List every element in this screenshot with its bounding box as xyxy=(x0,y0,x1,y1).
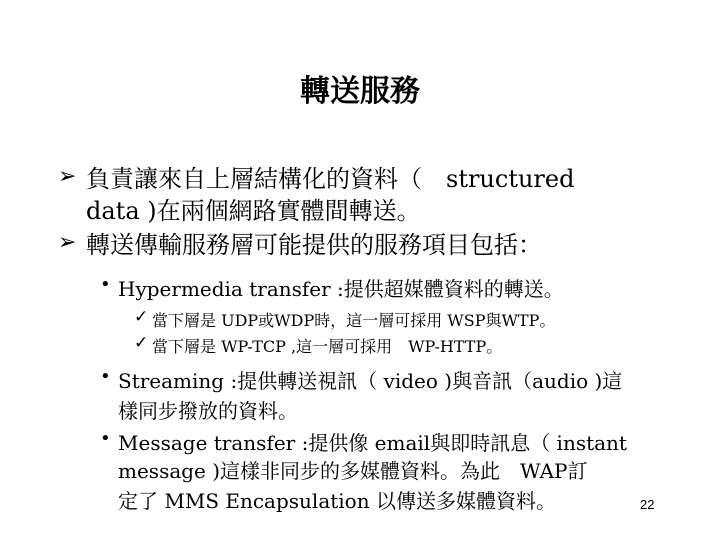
dot-bullet-icon: • xyxy=(100,428,111,449)
bullet-text-line: data )在兩個網路實體間轉送。 xyxy=(86,197,421,225)
slide-number: 22 xyxy=(640,497,655,512)
slide-title: 轉送服務 xyxy=(300,74,420,109)
sub-bullet-text-line: Message transfer :提供像 email與即時訊息（ instant xyxy=(118,431,627,455)
dot-bullet-icon: • xyxy=(100,366,111,387)
sub-bullet-text-line: Hypermedia transfer :提供超媒體資料的轉送。 xyxy=(118,277,564,301)
bullet-text-line: 轉送傳輸服務層可能提供的服務項目包括： xyxy=(86,231,542,259)
bullet-text-line: 負責讓來自上層結構化的資料（ structured xyxy=(86,165,575,193)
arrow-bullet-icon: ➢ xyxy=(58,164,77,189)
check-item-text: 當下層是 WP-TCP ,這一層可採用 WP-HTTP。 xyxy=(152,337,503,356)
check-item-text: 當下層是 UDP或WDP時，這一層可採用 WSP與WTP。 xyxy=(152,311,556,330)
sub-bullet-text-line: Streaming :提供轉送視訊（ video )與音訊（audio )這 xyxy=(118,369,623,393)
sub-bullet-text-line: message )這樣非同步的多媒體資料。為此 WAP訂 xyxy=(118,459,588,483)
sub-bullet-text-line: 定了 MMS Encapsulation 以傳送多媒體資料。 xyxy=(118,489,556,513)
check-icon: ✓ xyxy=(134,333,149,353)
sub-bullet-text-line: 樣同步撥放的資料。 xyxy=(118,399,298,423)
arrow-bullet-icon: ➢ xyxy=(58,230,77,255)
dot-bullet-icon: • xyxy=(100,274,111,295)
check-icon: ✓ xyxy=(134,307,149,327)
